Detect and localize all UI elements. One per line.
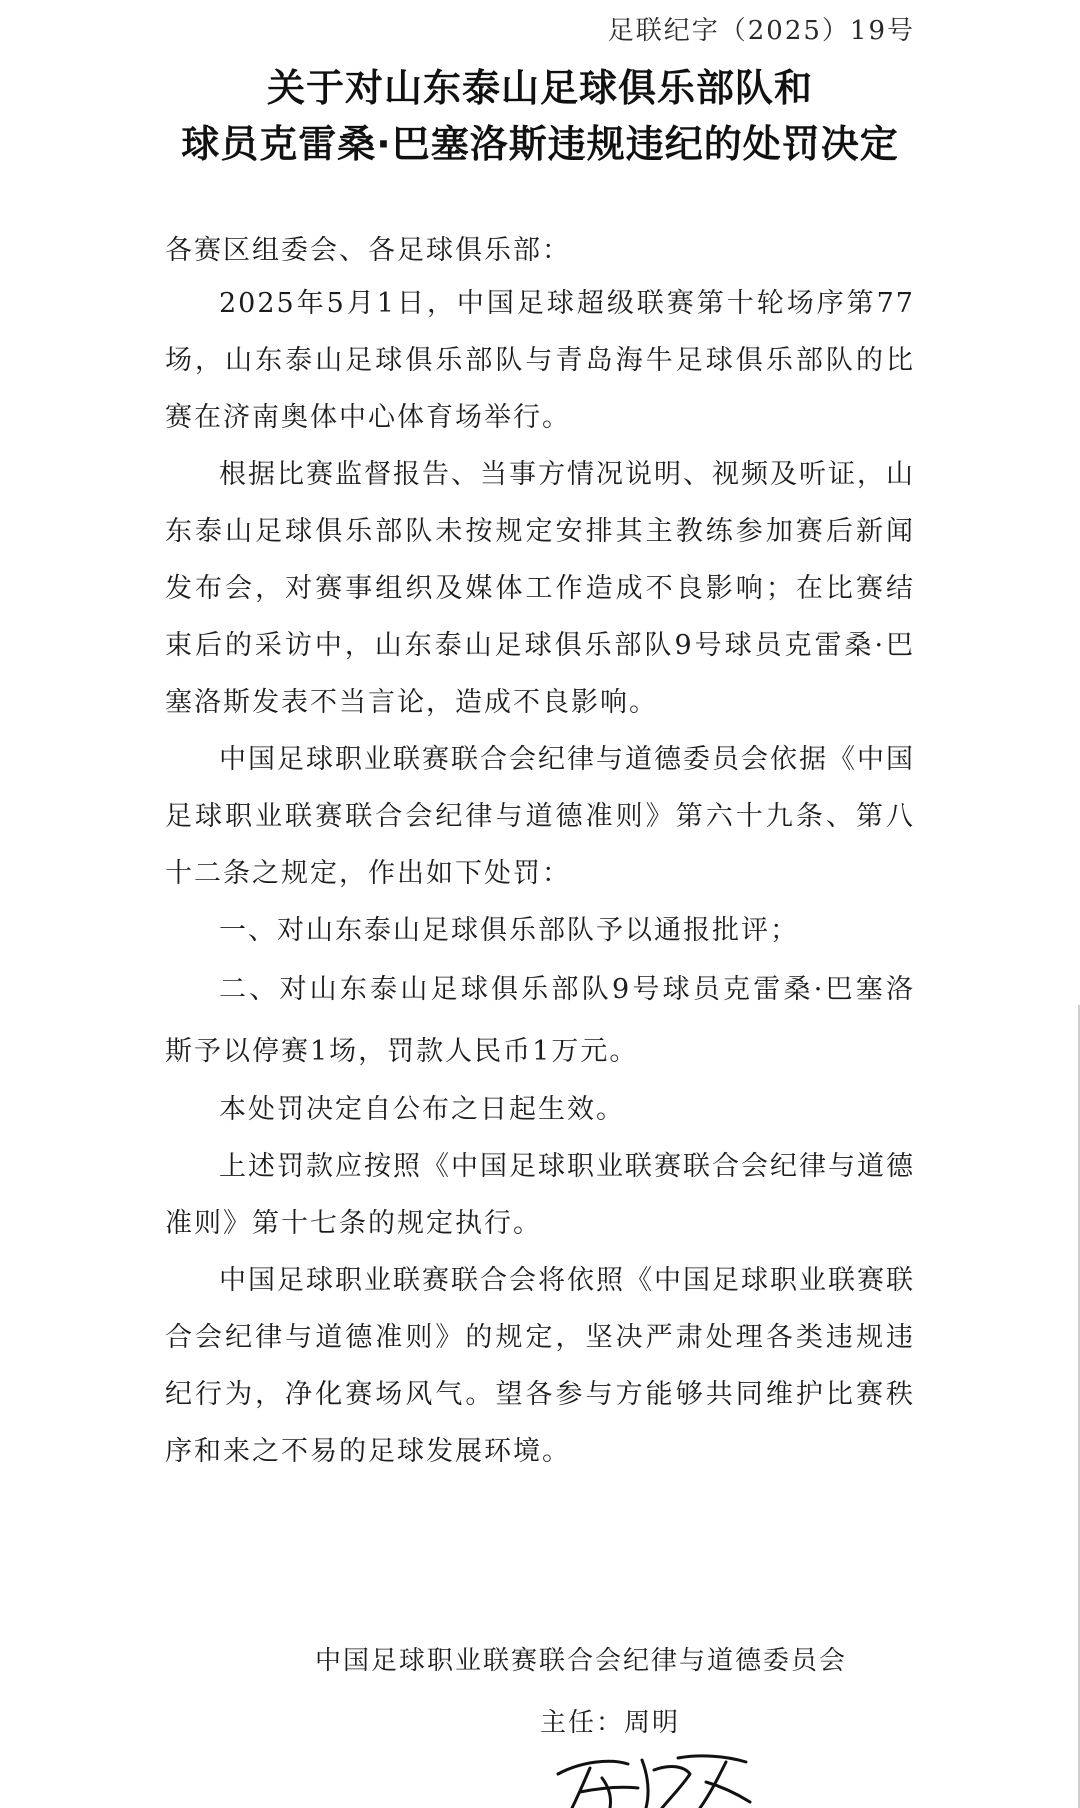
document-number: 足联纪字（2025）19号 bbox=[607, 16, 915, 46]
paragraph-closing-statement: 中国足球职业联赛联合会将依照《中国足球职业联赛联合会纪律与道德准则》的规定，坚决严肃处理各类违规违纪行为，净化赛场风气。望各参与方能够共同维护比赛秩序和来之不易的足球发展环境。 bbox=[165, 1265, 915, 1467]
salutation: 各赛区组委会、各足球俱乐部： bbox=[165, 235, 571, 266]
paragraph-fine-execution: 上述罚款应按照《中国足球职业联赛联合会纪律与道德准则》第十七条的规定执行。 bbox=[165, 1151, 915, 1239]
paragraph-violation-facts: 根据比赛监督报告、当事方情况说明、视频及听证，山东泰山足球俱乐部队未按规定安排其主教练参加赛后新闻发布会，对赛事组织及媒体工作造成不良影响；在比赛结束后的采访中，山东泰山足球俱乐部队9号球员克雷桑·巴塞洛斯发表不当言论，造成不良影响。 bbox=[165, 459, 915, 718]
handwritten-signature bbox=[550, 1752, 760, 1808]
penalty-item-1: 一、对山东泰山足球俱乐部队予以通报批评； bbox=[219, 915, 799, 946]
signature-chair: 主任：周明 bbox=[540, 1708, 681, 1738]
paragraph-legal-basis: 中国足球职业联赛联合会纪律与道德委员会依据《中国足球职业联赛联合会纪律与道德准则》第六十九条、第八十二条之规定，作出如下处罚： bbox=[165, 744, 915, 889]
document-title bbox=[0, 60, 1080, 172]
paragraph-match-info: 2025年5月1日，中国足球超级联赛第十轮场序第77场，山东泰山足球俱乐部队与青岛海牛足球俱乐部队的比赛在济南奥体中心体育场举行。 bbox=[165, 288, 915, 433]
paragraph-effective-date: 本处罚决定自公布之日起生效。 bbox=[219, 1094, 625, 1125]
title-line-1: 关于对山东泰山足球俱乐部队和 bbox=[266, 66, 813, 110]
title-line-2: 球员克雷桑·巴塞洛斯违规违纪的处罚决定 bbox=[181, 122, 899, 166]
signature-organization: 中国足球职业联赛联合会纪律与道德委员会 bbox=[315, 1646, 848, 1676]
penalty-item-2: 二、对山东泰山足球俱乐部队9号球员克雷桑·巴塞洛斯予以停赛1场，罚款人民币1万元。 bbox=[165, 974, 915, 1067]
